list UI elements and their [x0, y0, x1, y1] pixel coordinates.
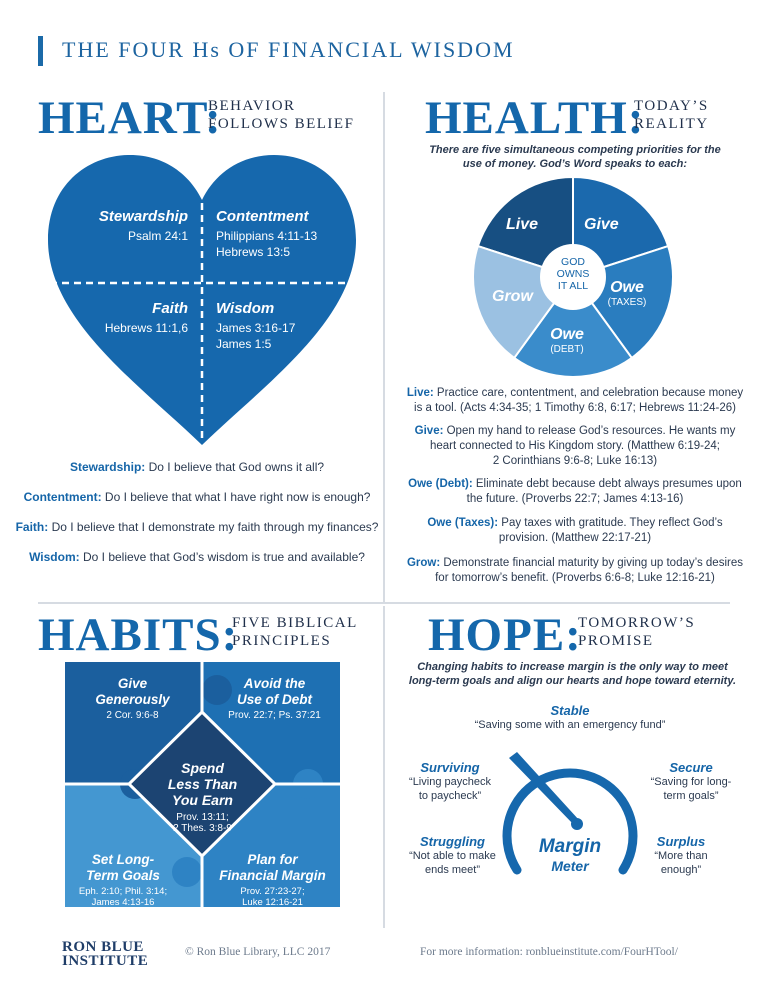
desc-text: 2 Corinthians 9:6-8; Luke 16:13)	[492, 455, 658, 467]
heart-subheading-line1: BEHAVIOR	[208, 98, 296, 114]
heart-quadrant-label: Stewardship	[98, 208, 188, 225]
pie-segment-label: Owe	[550, 326, 584, 343]
desc-text: the future. (Proverbs 22:7; James 4:13-16)	[466, 493, 684, 505]
desc-text: Practice care, contentment, and celebration because money	[433, 387, 744, 399]
pie-segment-sublabel: (TAXES)	[607, 297, 647, 308]
habit-ref: 2 Thes. 3:8-9	[173, 823, 232, 834]
page-title: THE FOUR Hs OF FINANCIAL WISDOM	[62, 37, 515, 62]
question-term: Faith:	[15, 520, 49, 534]
pie-center-line2: OWNS	[556, 268, 590, 280]
heart-quadrant-ref: Hebrews 11:1,6	[104, 321, 188, 335]
pie-label-live: Live	[506, 216, 539, 233]
hope-level-label: Secure	[669, 760, 713, 775]
heart-quadrant-ref: James 1:5	[216, 337, 272, 351]
question-term: Stewardship:	[69, 460, 146, 474]
hope-level-struggling	[395, 834, 510, 877]
vertical-divider-top	[383, 92, 385, 602]
meter-pivot	[571, 818, 583, 830]
meter-needle	[509, 752, 579, 826]
heart-quadrant-ref: Philippians 4:11-13	[216, 229, 318, 243]
hope-level-quote: “Saving some with an emergency fund”	[474, 719, 666, 731]
heart-quadrant-ref: James 3:16-17	[216, 321, 296, 335]
desc-text: is a tool. (Acts 4:34-35; 1 Timothy 6:8, 6:17; Hebrews 11:24-26)	[414, 402, 736, 414]
desc-term: Owe (Taxes):	[427, 517, 499, 529]
desc-term: Grow:	[406, 557, 441, 569]
hope-level-secure	[636, 760, 746, 803]
question-text: Do I believe that what I have right now is enough?	[101, 490, 371, 504]
hope-intro-line2: long-term goals and align our hearts and hope toward eternity.	[408, 675, 737, 687]
habit-title: Avoid the	[243, 676, 306, 691]
health-intro-line1: There are five simultaneous competing priorities for the	[429, 144, 721, 156]
question-text: Do I believe that I demonstrate my faith through my finances?	[48, 520, 379, 534]
habit-title: Set Long-	[91, 852, 155, 867]
hope-subheading-line1: TOMORROW’S	[578, 615, 696, 631]
health-intro-line2: use of money. God’s Word speaks to each:	[462, 158, 688, 170]
habits-subheading-line1: FIVE BIBLICAL	[232, 615, 358, 631]
desc-text: Demonstrate financial maturity by giving up today’s desires	[440, 557, 743, 569]
pie-label-owe-debt	[537, 326, 597, 355]
habits-heading: HABITS:	[38, 609, 239, 661]
habit-set-goals	[68, 852, 178, 908]
pie-center-line3: IT ALL	[557, 280, 589, 292]
health-desc-grow	[405, 556, 745, 586]
heart-quadrant-label: Faith	[152, 300, 188, 317]
question-text: Do I believe that God owns it all?	[145, 460, 325, 474]
desc-text: provision. (Matthew 22:17-21)	[498, 532, 652, 544]
pie-center-label	[538, 256, 608, 292]
copyright: © Ron Blue Library, LLC 2017	[185, 946, 331, 958]
hope-intro-line1: Changing habits to increase margin is the only way to meet	[417, 661, 728, 673]
desc-text: for tomorrow’s benefit. (Proverbs 6:6-8; Luke 12:16-21)	[435, 572, 715, 584]
habit-spend-less	[145, 760, 260, 834]
desc-term: Live:	[406, 387, 434, 399]
hope-subheading-line2: PROMISE	[578, 633, 654, 649]
heart-quadrant-label: Wisdom	[216, 300, 275, 317]
horizontal-divider	[38, 602, 730, 604]
habit-give-generously	[75, 676, 190, 721]
health-desc-owe-debt	[405, 477, 745, 507]
habit-plan-margin	[205, 852, 340, 908]
heart-heading: HEART:	[38, 92, 222, 144]
heart-quadrant-stewardship	[66, 208, 188, 243]
heart-graphic	[30, 145, 370, 450]
logo-line2: INSTITUTE	[62, 953, 149, 969]
question-term: Wisdom:	[29, 550, 80, 564]
hope-level-label: Surviving	[420, 760, 480, 775]
habit-title: Financial Margin	[219, 868, 326, 883]
heart-quadrant-wisdom	[216, 300, 366, 351]
health-intro	[410, 143, 740, 171]
habit-ref: 2 Cor. 9:6-8	[106, 710, 159, 721]
habit-ref: Prov. 27:23-27;	[240, 886, 305, 897]
health-subheading	[634, 97, 709, 133]
habit-avoid-debt	[212, 676, 337, 721]
desc-term: Give:	[414, 425, 444, 437]
hope-level-stable	[470, 703, 670, 732]
desc-text: Open my hand to release God’s resources. He wants my	[443, 425, 736, 437]
habit-ref: Luke 12:16-21	[242, 897, 303, 908]
hope-level-quote: “Not able to make	[409, 850, 496, 862]
health-desc-give	[405, 424, 745, 469]
meter-label-line2: Meter	[551, 858, 589, 874]
desc-term: Owe (Debt):	[408, 478, 473, 490]
hope-intro	[400, 660, 745, 688]
habit-ref: James 4:13-16	[91, 897, 155, 908]
logo-line1: RON BLUE	[62, 939, 144, 955]
title-accent-bar	[38, 36, 43, 66]
heart-quadrant-ref: Psalm 24:1	[127, 229, 188, 243]
hope-level-quote: to paycheck”	[418, 790, 482, 802]
habit-title: Generously	[95, 692, 170, 707]
habit-title: Give	[117, 676, 148, 691]
heart-quadrant-faith	[66, 300, 188, 335]
desc-text: Eliminate debt because debt always presumes upon	[472, 478, 742, 490]
heart-quadrant-ref: Hebrews 13:5	[216, 245, 291, 259]
health-heading: HEALTH:	[425, 92, 645, 144]
hope-level-surplus	[636, 834, 726, 877]
habit-title: You Earn	[172, 792, 233, 808]
pie-label-give: Give	[584, 216, 619, 233]
hope-subheading	[578, 614, 695, 650]
habit-ref: Prov. 13:11;	[176, 812, 229, 823]
hope-level-label: Surplus	[656, 834, 706, 849]
question-term: Contentment:	[23, 490, 102, 504]
habit-ref: Prov. 22:7; Ps. 37:21	[228, 710, 321, 721]
heart-question-wisdom	[12, 550, 382, 564]
hope-level-quote: ends meet”	[424, 864, 481, 876]
heart-subheading	[208, 97, 354, 133]
hope-level-quote: “Living paycheck	[409, 776, 491, 788]
heart-question-faith	[12, 520, 382, 534]
heart-question-stewardship	[12, 460, 382, 474]
heart-subheading-line2: FOLLOWS BELIEF	[208, 116, 355, 132]
habits-subheading-line2: PRINCIPLES	[232, 633, 332, 649]
hope-level-quote: term goals”	[663, 790, 719, 802]
hope-level-quote: enough”	[660, 864, 702, 876]
hope-level-surviving	[395, 760, 505, 803]
health-subheading-line2: REALITY	[634, 116, 709, 132]
pie-label-owe-taxes	[602, 279, 652, 308]
habits-subheading	[232, 614, 358, 650]
heart-quadrant-contentment	[216, 208, 366, 259]
hope-level-label: Stable	[550, 703, 590, 718]
habit-title: Spend	[181, 760, 224, 776]
pie-center-line1: GOD	[561, 256, 585, 268]
meter-label	[520, 836, 620, 874]
hope-level-quote: “More than	[654, 850, 708, 862]
health-desc-owe-taxes	[405, 516, 745, 546]
pie-segment-label: Owe	[610, 279, 644, 296]
more-info-link[interactable]: For more information: ronblueinstitute.com/FourHTool/	[420, 946, 678, 958]
meter-label-line1: Margin	[538, 836, 602, 857]
habit-ref: Eph. 2:10; Phil. 3:14;	[78, 886, 168, 897]
habit-title: Plan for	[247, 852, 298, 867]
health-desc-live	[405, 386, 745, 416]
pie-segment-sublabel: (DEBT)	[550, 344, 584, 355]
ron-blue-logo	[62, 940, 148, 968]
heart-quadrant-label: Contentment	[216, 208, 309, 225]
hope-level-label: Struggling	[420, 834, 485, 849]
hope-heading: HOPE:	[428, 609, 582, 661]
habit-title: Less Than	[167, 776, 238, 792]
heart-question-contentment	[12, 490, 382, 504]
desc-text: heart connected to His Kingdom story. (Matthew 6:19-24;	[430, 440, 720, 452]
question-text: Do I believe that God’s wisdom is true and available?	[79, 550, 365, 564]
health-subheading-line1: TODAY’S	[634, 98, 709, 114]
habit-title: Term Goals	[86, 868, 160, 883]
pie-label-grow: Grow	[492, 288, 533, 305]
habit-title: Use of Debt	[236, 692, 312, 707]
hope-level-quote: “Saving for long-	[650, 776, 732, 788]
desc-text: Pay taxes with gratitude. They reflect God’s	[498, 517, 723, 529]
vertical-divider-bottom	[383, 606, 385, 928]
